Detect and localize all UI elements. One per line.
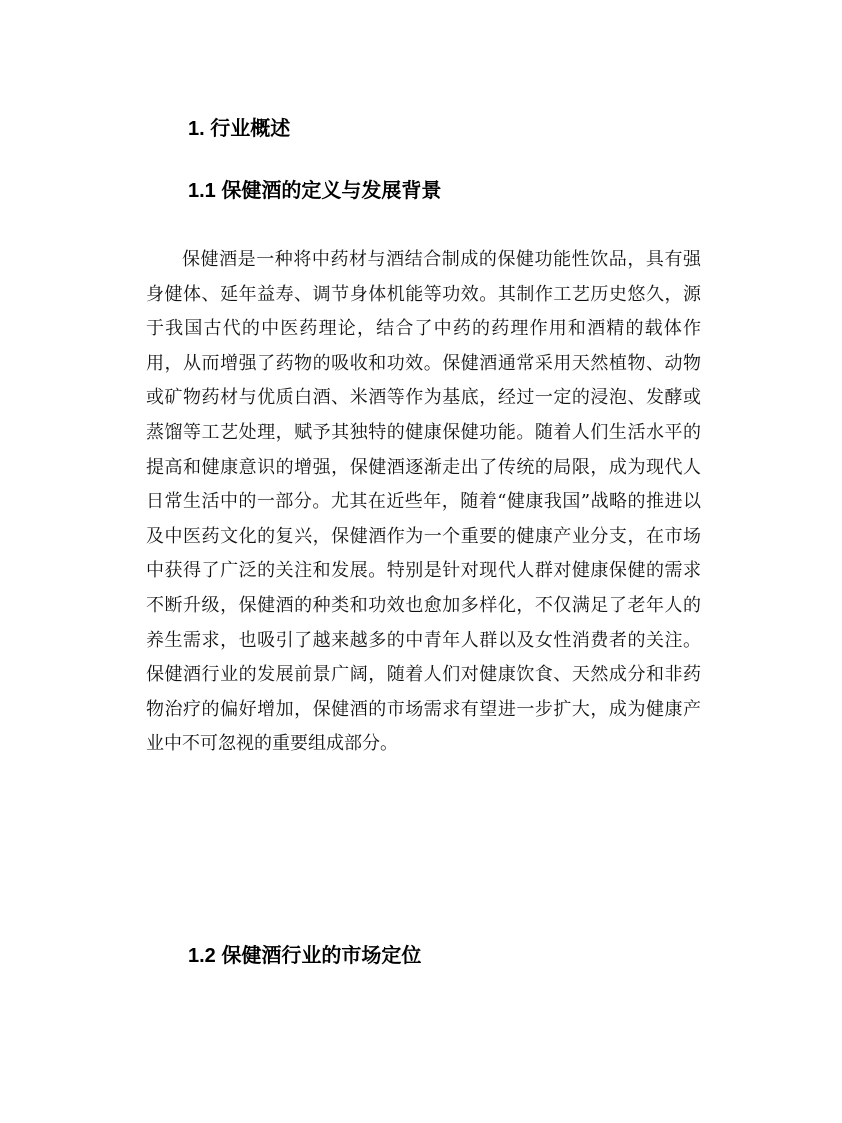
section-heading-1: 1. 行业概述 xyxy=(188,118,291,140)
section-heading-1-2: 1.2 保健酒行业的市场定位 xyxy=(188,945,422,967)
paragraph-1-1: 保健酒是一种将中药材与酒结合制成的保健功能性饮品，具有强身健体、延年益寿、调节身体机能等功效。其制作工艺历史悠久，源于我国古代的中医药理论，结合了中药的药理作用和酒精的载体作用，从而增强了药物的吸收和功效。保健酒通常采用天然植物、动物或矿物药材与优质白酒、米酒等作为基底，经过一定的浸泡、发酵或蒸馏等工艺处理，赋予其独特的健康保健功能。随着人们生活水平的提高和健康意识的增强，保健酒逐渐走出了传统的局限，成为现代人日常生活中的一部分。尤其在近些年，随着“健康我国”战略的推进以及中医药文化的复兴，保健酒作为一个重要的健康产业分支，在市场中获得了广泛的关注和发展。特别是针对现代人群对健康保健的需求不断升级，保健酒的种类和功效也愈加多样化，不仅满足了老年人的养生需求，也吸引了越来越多的中青年人群以及女性消费者的关注。保健酒行业的发展前景广阔，随着人们对健康饮食、天然成分和非药物治疗的偏好增加，保健酒的市场需求有望进一步扩大，成为健康产业中不可忽视的重要组成部分。 xyxy=(146,249,701,755)
section-heading-1-1: 1.1 保健酒的定义与发展背景 xyxy=(188,180,442,202)
